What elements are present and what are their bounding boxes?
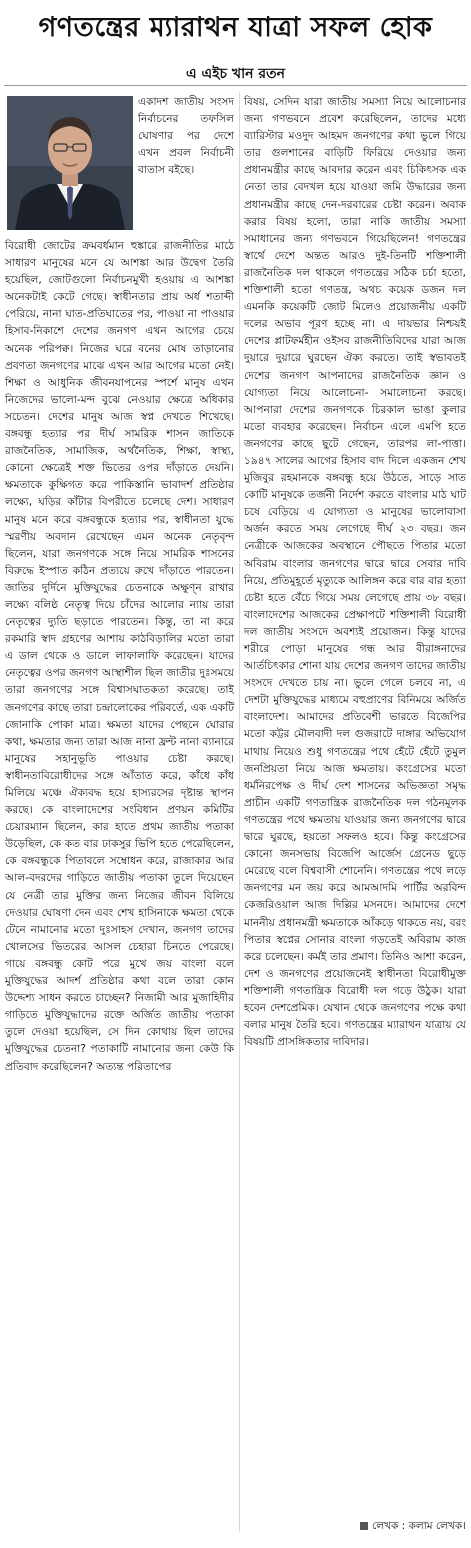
- left-column-text: বিরোধী জোটের ক্রমবর্ধমান হুঙ্কারে রাজনীতির মাঠে সাধারণ মানুষের মনে যে আশঙ্কা আর উদ্বেগ তৈরি হয়েছিল, জোটগুলো নির্বাচনমুখী হওয়ায় এ আশঙ্কা অনেকটাই কেটে গেছে। স্বাধীনতার প্রায় অর্ধ শতাব্দী পেরিয়ে, নানা ঘাত-প্রতিঘাতের পর, পাওয়া না পাওয়ার হিসাব-নিকাশে দেশের জনগণ এখন আগের চেয়ে অনেক পরিপক্ব। নিজের ঘরে বনের মোষ তাড়ানোর প্রবণতা জনগণের মাঝে এখন আর আগের মতো নেই। শিক্ষা ও আধুনিক জীবনযাপনের স্পর্শে মানুষ এখন নিজেদের ভালো-মন্দ বুঝে নেওয়ার ক্ষেত্রে অধিকার সচেতন। দেশের মানুষ আজ স্বপ্ন দেখতে শিখেছে। বঙ্গবন্ধু হত্যার পর দীর্ঘ সামরিক শাসন জাতিকে রাজনৈতিক, সামাজিক, অর্থনৈতিক, শিক্ষা, স্বাস্থ্য, কোনো ক্ষেত্রেই শক্ত ভিতের ওপর দাঁড়াতে দেয়নি। ক্ষমতাকে কুক্ষিগত করে পাকিস্তানি ভাবাদর্শ প্রতিষ্ঠার লক্ষ্যে, ঘড়ির কাঁটার বিপরীতে চলেছে দেশ। সাধারণ মানুষ মনে করে বঙ্গবন্ধুকে হত্যার পর, স্বাধীনতা যুদ্ধে স্মরণীয় অবদান রেখেছেন এমন অনেক নেতৃবৃন্দ ছিলেন, যারা জনগণকে সঙ্গে নিয়ে সামরিক শাসনের বিরুদ্ধে ইস্পাত কঠিন প্রত্যয়ে রুখে দাঁড়াতে পারতেন। জাতির দুর্দিনে মুক্তিযুদ্ধের চেতনাকে অক্ষুণ্ন রাখার লক্ষ্যে বলিষ্ঠ নেতৃত্ব দিয়ে চাঁদের আলোর ন্যায় তারা নেতৃত্বের দ্যুতি ছড়াতে পারতেন। কিন্তু, তা না করে রকমারি স্বাদ গ্রহণের আশায় কাঠবিড়ালির মতো তারা এ ডাল থেকে ও ডালে লাফালাফি করেছেন। যাদের নেতৃত্বের ওপর জনগণ আস্থাশীল ছিল জাতীর দুঃসময়ে তারা জনগণের সঙ্গে বিশ্বাসঘাতকতা করেছে। তাই জনগণের কাছে তারা চন্দ্রালোকের পরিবর্তে, এক একটি জোনাকি পোকা মাত্র। ক্ষমতা যাদের পেছনে ঘোরার কথা, ক্ষমতার জন্য তারা আজ নানা ফ্রন্ট নানা ব্যানারে মানুষের সহানুভূতি পাওয়ার চেষ্টা করছে। স্বাধীনতাবিরোধীদের সঙ্গে আঁতাত করে, কাঁধে কাঁধ মিলিয়ে মঞ্চে ঐক্যবদ্ধ হয়ে হাস্যরসের দৃষ্টান্ত স্থাপন করছে। কে বাংলাদেশের সংবিধান প্রণয়ন কমিটির চেয়ারম্যান ছিলেন, কার হাতে প্রথম জাতীয় পতাকা উড়েছিল, কে কত বার ঢাকসুর ভিপি হতে পেরেছিলেন, কে বঙ্গবন্ধুকে পিতাবলে সম্বোধন করে, রাজাকার আর আল-বদরদের গাড়িতে জাতীয় পতাকা তুলে দিয়েছেন যে নেত্রী তার মুক্তির জন্য নিজের জীবন বিলিয়ে দেওয়ার ঘোষণা দেন এবং শেখ হাসিনাকে ক্ষমতা থেকে টেনে নামানোর মতো দুঃসাহস দেখান, জনগণ তাদের খোলসের ভিতরের আসল চেহারা চিনতে পেরেছে। গায়ে বঙ্গবন্ধু কোট পরে মুখে জয় বাংলা বলে মুক্তিযুদ্ধের আদর্শ প্রতিষ্ঠার কথা বলে তারা কোন উদ্দেশ্য সাধন করতে চাচ্ছেন? নিজামী আর মুজাহিদীর গাড়িতে মুক্তিযুদ্ধাদের রক্তে অর্জিত জাতীয় পতাকা তুলে দেওয়া হয়েছিল, সে দিন কোথায় ছিল তাদের মুক্তিযুদ্ধের চেতনা? পতাকাটি নামানোর জন্য কেউ কি প্রতিবাদ করেছিলেন? অত্যন্ত পরিতাপের: [5, 240, 234, 1073]
- author-photo: [7, 96, 133, 230]
- author-portrait-icon: [7, 96, 133, 230]
- column-divider: [239, 92, 240, 1532]
- right-column: [244, 94, 466, 1051]
- right-column-text: বিষয়, সেদিন যারা জাতীয় সমস্যা নিয়ে আলোচনার জন্য গণভবনে প্রবেশ করেছিলেন, তাদের মধ্যে ব্যারিস্টার মওদুদ আহমদ জনগণের কথা ভুলে গিয়ে তার গুলশানের বাড়িটি ফিরিয়ে দেওয়ার জন্য প্রধানমন্ত্রীর কাছে আবদার করেন এবং চিকিৎসক এক নেতা তার বেদখল হয়ে যাওয়া জমি উদ্ধারের জন্য প্রধানমন্ত্রীর কাছে দেন-দরবারের চেষ্টা করেন। অবাক করার বিষয় হলো, তারা নাকি জাতীয় সমস্যা সমাধানের জন্য গণভবনে গিয়েছিলেন! গণতন্ত্রের স্বার্থে দেশে অন্তত আরও দুই-তিনটি শক্তিশালী রাজনৈতিক দল থাকলে গণতন্ত্রের সঠিক চর্চা হতো, শক্তিশালী হতো গণতন্ত্র, অথচ কয়েক ডজন দল এমনকি কয়েকটি জোট মিলেও প্রয়োজনীয় একটি দলের অভাব পূরণ হচ্ছে না। এ দায়ভার নিশ্চয়ই দেশের প্লাটফর্মহীন ওইসব রাজনীতিবিদের যারা আজ দুয়ারে দুয়ারে ঘুরছেন ঐক্য করতে। তাই স্বভাবতই দেশের জনগণ আপনাদের রাজনৈতিক জ্ঞান ও যোগ্যতা নিয়ে আলোচনা- সমালোচনা করছে। আপনারা দেশের জনগণকে চিরকাল ভাঙা কুলার মতো ব্যবহার করেছেন। নির্বাচন এলে এমপি হতে জনগণের কাছে ছুটে গেছেন, তারপর লা-পাত্তা। ১৯৪৭ সালের আগের হিসাব বাদ দিলে একজন শেখ মুজিবুর রহমানকে বঙ্গবন্ধু হয়ে উঠতে, সাড়ে সাত কোটি মানুষকে তর্জনী নির্দেশ করতে বাংলার মাঠ ঘাট চষে বেড়িয়ে এ যোগ্যতা ও মানুষের ভালোবাসা অর্জন করতে সময় লেগেছে দীর্ঘ ২৩ বছর। জন নেত্রীকে আজকের অবস্থানে পৌছতে পিতার মতো অবিরাম বাংলার জনগণের দ্বারে দ্বারে সেবার দাবি নিয়ে, প্রতিমুহূর্তে মৃত্যুকে আলিঙ্গন করে বার বার হত্যা চেষ্টা হতে বেঁচে গিয়ে সময় লেগেছে প্রায় ৩৮ বছর। বাংলাদেশের আজকের প্রেক্ষাপটে শক্তিশালী বিরোধী দল জাতীয় সংসদে অবশ্যই প্রয়োজন। কিন্তু যাদের শরীরে পোড়া মানুষের গন্ধ আর বীরাঙ্গনাদের আর্তচিৎকার শোনা যায় দেশের জনগণ তাদের জাতীয় সংসদে দেখতে চায় না। ভুলে গেলে চলবে না, এ দেশটা মুক্তিযুদ্ধের মাধ্যমে বহুপ্রাণের বিনিময়ে অর্জিত বাংলাদেশ। আমাদের প্রতিবেশী ভারতে বিজেপির মতো কট্টর মৌলবাদী দল গুজরাটে দাঙ্গার অভিযোগ মাথায় নিয়েও শুধু গণতন্ত্রের পথে হেঁটে হেঁটে তুমুল জনপ্রিয়তা নিয়ে আজ ক্ষমতায়। কংগ্রেসের মতো ধর্মনিরপেক্ষ ও দীর্ঘ দেশ শাসনের অভিজ্ঞতা সমৃদ্ধ প্রাচীন একটি গণতান্ত্রিক রাজনৈতিক দল গঠনমূলক গণতন্ত্রের পথে ক্ষমতায় যাওয়ার জন্য জনগণের দ্বারে দ্বারে ঘুরছে, হয়তো সফলও হবে। কিন্তু কংগ্রেসের কোনো জনসভায় বিজেপি আর্জেস গ্রেনেড ছুড়ে মেরেছে বলে বিশ্ববাসী শোনেনি। গণতন্ত্রের পথে লড়ে জনগণের মন জয় করে আমআদমি পার্টির অরবিন্দ কেজরিওয়াল আজ দিল্লির মসনদে। আমাদের দেশে মাননীয় প্রধানমন্ত্রী ক্ষমতাকে আঁকড়ে থাকতে নয়, বরং পিতার স্বপ্নের সোনার বাংলা গড়তেই অবিরাম কাজ করে চলেছেন। কর্মই তার প্রমাণ। তিনিও আশা করেন, দেশ ও জনগণের প্রয়োজনেই স্বাধীনতা বিরোধীমুক্ত শক্তিশালী গণতান্ত্রিক বিরোধী দল গড়ে উঠুক। যারা হবেন দেশপ্রেমিক। যেখান থেকে জনগণের পক্ষে কথা বলার মানুষ তৈরি হবে। গণতন্ত্রের ম্যারাথন যাত্রায় যে বিষয়টি প্রাসঙ্গিকতার দাবিদার।: [244, 96, 466, 1049]
- square-bullet-icon: [360, 1522, 368, 1530]
- intro-paragraph: একাদশ জাতীয় সংসদ নির্বাচনের তফসিল ঘোষণার পর দেশে এখন প্রবল নির্বাচনী বাতাস বইছে।: [138, 96, 234, 177]
- header-divider: [4, 85, 467, 86]
- headline: গণতন্ত্রের ম্যারাথন যাত্রা সফল হোক: [38, 12, 433, 43]
- left-column: [5, 238, 234, 1076]
- intro-text: [138, 94, 234, 179]
- author-note: [244, 1518, 466, 1534]
- author-note-text: লেখক : কলাম লেখক।: [372, 1520, 466, 1532]
- byline: এ এইচ খান রতন: [186, 66, 285, 82]
